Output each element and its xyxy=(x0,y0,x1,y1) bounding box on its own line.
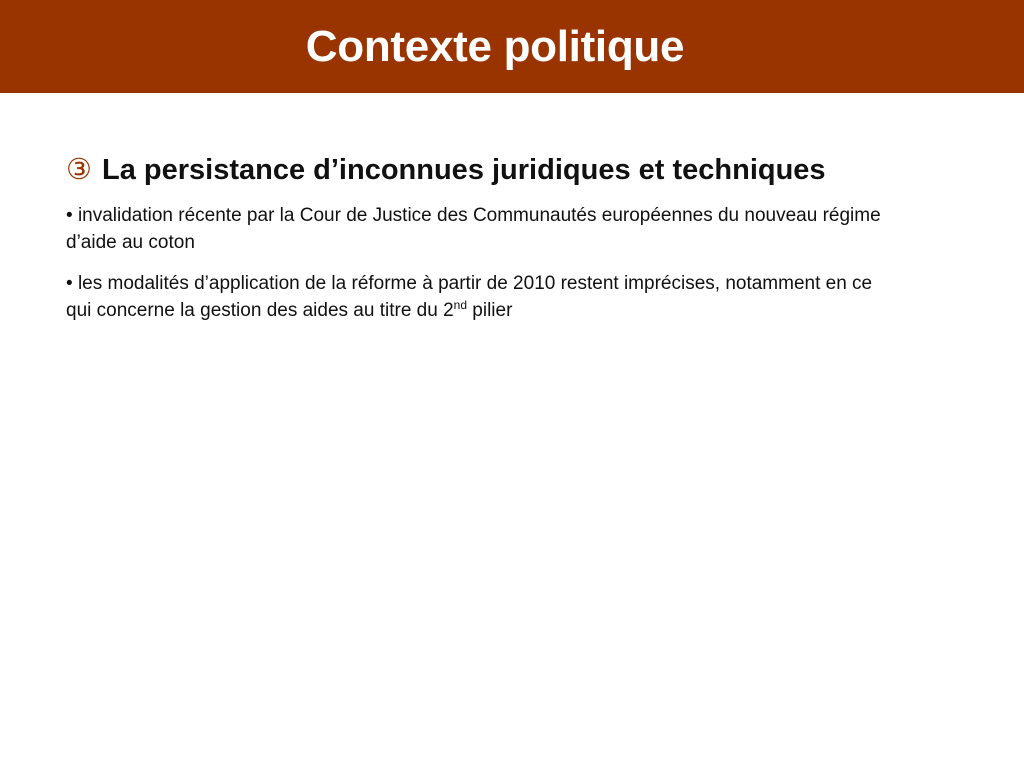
bullet-item-1 xyxy=(66,202,886,256)
bullet-text: invalidation récente par la Cour de Justice des Communautés européennes du nouveau régime d’aide au coton xyxy=(66,205,881,253)
slide-title: Contexte politique xyxy=(305,22,685,71)
section-heading xyxy=(66,148,986,192)
bullet-marker: • xyxy=(66,273,73,294)
title-bar xyxy=(0,0,1024,93)
slide-content xyxy=(66,148,986,338)
bullet-text: les modalités d’application de la réforme à partir de 2010 restent imprécises, notamment en ce qui concerne la gestion des aides au titre du 2 xyxy=(66,273,873,321)
circled-number-marker: ③ xyxy=(66,154,92,186)
bullet-item-2 xyxy=(66,270,886,324)
bullet-marker: • xyxy=(66,205,73,226)
section-heading-text: La persistance d’inconnues juridiques et techniques xyxy=(102,154,826,186)
ordinal-superscript: nd xyxy=(453,298,468,312)
bullet-text-end: pilier xyxy=(467,300,513,321)
